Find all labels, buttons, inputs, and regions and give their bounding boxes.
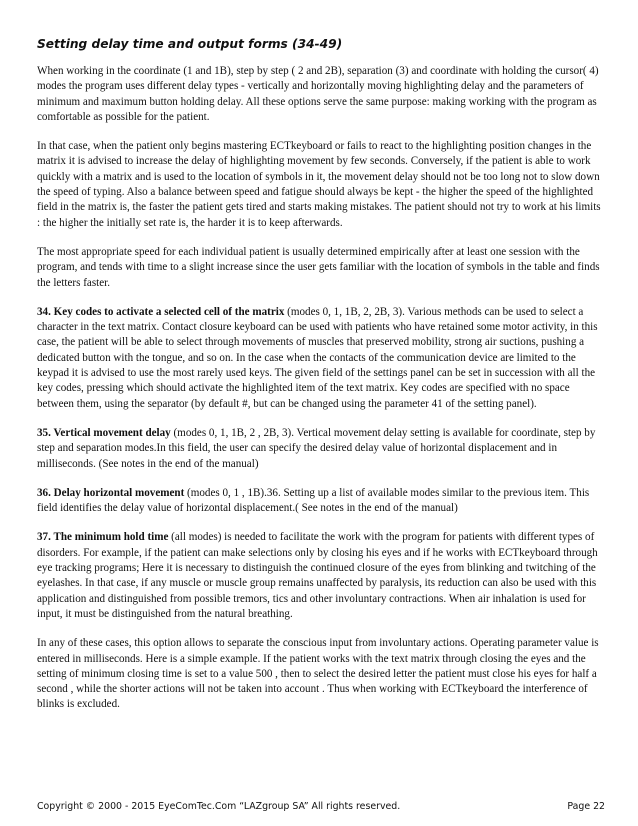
item-36-title: 36. Delay horizontal movement [37,486,185,499]
page-number: Page 22 [567,801,605,812]
paragraph-speed: The most appropriate speed for each individual patient is usually determined empirically after at least one session with the program, and tends with time to a slight increase since the user gets familiar with the location of symbols in the table and finds the letters faster. [37,245,600,289]
footer-copyright: Copyright © 2000 - 2015 EyeComTec.Com “LAZgroup SA” All rights reserved. [37,801,401,812]
item-35-title: 35. Vertical movement delay [37,426,171,439]
paragraph-35-vertical-delay [37,426,605,472]
paragraph-delay-advice: In that case, when the patient only begins mastering ECTkeyboard or fails to react to the highlighting position changes in the matrix it is advised to increase the delay of highlighting movement by few seconds. Conversely, if the patient is able to work quickly with a matrix and is used to the location of symbols in it, the movement delay should not be too long not to slow down the speed of typing. Also a balance between speed and fatigue should always be kept - the higher the speed of the highlighted field in the matrix is, the faster the patient gets tired and starts making mistakes. The patient should not try to work at his limits : the higher the initially set rate is, the harder it is to keep afterwards. [37,140,601,229]
item-34-body: (modes 0, 1, 1B, 2, 2B, 3). Various methods can be used to select a character in the text matrix. Contact closure keyboard can be used with patients who have retained some motor activity, in this case, the patient will be able to select through movements of muscles that preserved mobility, strong air suctions, pushing a dedicated button with the tongue, and so on. In the case when the contacts of the communication device are limited to the keypad it is advised to use the most rarely used keys. The given field of the settings panel can be set in succession with all the key codes, pressing which should activate the highlighted item of the text matrix. Key codes are specified with no space between them, using the separator (by default #, but can be changed using the parameter 41 of the setting panel). [37,305,598,410]
item-35-body: (modes 0, 1, 1B, 2 , 2B, 3). Vertical movement delay setting is available for coordinate, step by step and separation modes.In this field, the user can specify the desired delay value of horizontal displacement and in milliseconds. (See notes in the end of the manual) [37,426,596,470]
paragraph-36-horizontal-delay [37,486,605,517]
paragraph-example: In any of these cases, this option allows to separate the conscious input from involuntary actions. Operating parameter value is entered in milliseconds. Here is a simple example. If the patient works with the text matrix through closing the eyes and the setting of minimum closing time is set to a value 500 , then to select the desired letter the patient must close his eyes for half a second , while the shorter actions will not be taken into account . Thus when working with ECTkeyboard the interference of blinks is excluded. [37,637,599,711]
item-34-title: 34. Key codes to activate a selected cell of the matrix [37,305,285,318]
item-37-body: (all modes) is needed to facilitate the work with the program for patients with different types of disorders. For example, if the patient can make selections only by closing his eyes and if he works with ECTkeyboard through eye tracking programs; Here it is necessary to distinguish the continued closure of the eyes from blinking and twitching of the eyelashes. In that case, if any muscle or muscle group remains unaffected by paralysis, its reduction can also be used with this application and distinguished from possible tremors, tics and other involuntary contractions. When air inhalation is used for input, it must be distinguished from the natural breathing. [37,531,598,620]
item-37-title: 37. The minimum hold time [37,531,169,544]
paragraph-intro: When working in the coordinate (1 and 1B), step by step ( 2 and 2B), separation (3) and coordinate with holding the cursor( 4) modes the program uses different delay types - vertically and horizontally moving highlighting delay and the parameters of minimum and maximum button holding delay. All these options serve the same purpose: making working with the program as comfortable as possible for the patient. [37,65,599,123]
paragraph-37-min-hold [37,530,605,622]
section-heading: Setting delay time and output forms (34-49) [37,37,343,51]
document-page [37,36,605,727]
item-36-body: (modes 0, 1 , 1B).36. Setting up a list of available modes similar to the previous item. This field identifies the delay value of horizontal displacement.( See notes in the end of the manual) [37,486,590,515]
paragraph-34-key-codes [37,305,605,412]
